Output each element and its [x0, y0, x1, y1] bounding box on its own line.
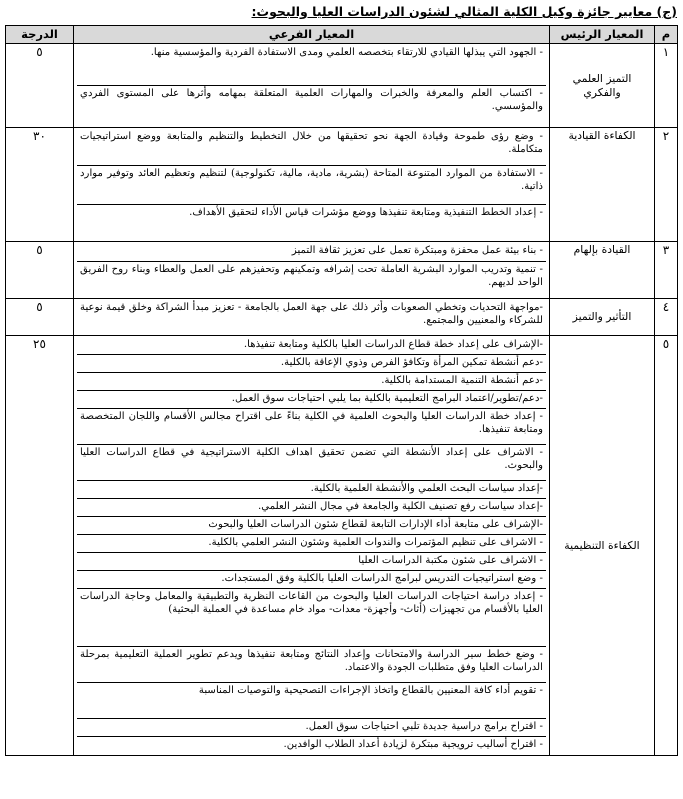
sub-criterion: -إعداد سياسات رفع تصنيف الكلية والجامعة في مجال النشر العلمي. — [77, 499, 546, 517]
sub-criterion: - الاستفادة من الموارد المتنوعة المتاحة (بشرية، مادية، مالية، تكنولوجية) لتنظيم وتعظيم العائد وتوفير موارد ذاتية. — [77, 166, 546, 205]
main-criterion: التأثير والتميز — [550, 299, 655, 336]
header-sub-criterion: المعيار الفرعي — [74, 26, 550, 44]
row-number: ١ — [655, 44, 678, 128]
sub-criterion: - وضع استراتيجيات التدريس لبرامج الدراسات العليا بالكلية وفق المستجدات. — [77, 571, 546, 589]
sub-criteria-cell — [74, 299, 550, 336]
sub-criterion: - اقتراح أساليب ترويجية مبتكرة لزيادة أعداد الطلاب الوافدين. — [283, 739, 543, 750]
row-number: ٤ — [655, 299, 678, 336]
criteria-table — [5, 25, 678, 756]
main-criterion: القيادة بإلهام — [550, 242, 655, 299]
sub-criterion: - وضع رؤى طموحة وقيادة الجهة نحو تحقيقها من خلال التخطيط والتنظيم والمتابعة ووضع استراتيجيات متكاملة. — [77, 129, 546, 166]
sub-criterion: - الاشراف على تنظيم المؤتمرات والندوات العلمية وشئون النشر العلمي بالكلية. — [77, 535, 546, 553]
score: ٢٥ — [6, 336, 74, 756]
sub-criterion: - اقتراح برامج دراسية جديدة تلبي احتياجات سوق العمل. — [77, 719, 546, 737]
sub-criterion: -دعم أنشطة تمكين المرأة وتكافؤ الفرص وذوي الإعاقة بالكلية. — [77, 355, 546, 373]
sub-criterion: - الجهود التي يبذلها القيادي للارتقاء بتخصصه العلمي ومدى الاستفادة الفردية والمؤسسية منها. — [77, 45, 546, 86]
sub-criterion: - وضع خطط سير الدراسة والامتحانات وإعداد النتائج ومتابعة تنفيذها ويدعم تطوير العملية التعليمية بمرحلة الدراسات العليا وفق متطلبات الجودة والاعتماد. — [77, 647, 546, 683]
sub-criterion: -دعم/تطوير/اعتماد البرامج التعليمية بالكلية بما يلبي احتياجات سوق العمل. — [77, 391, 546, 409]
row-number: ٢ — [655, 128, 678, 242]
table-row — [6, 128, 678, 242]
sub-criterion: - إعداد دراسة احتياجات الدراسات العليا والبحوث من القاعات النظرية والتطبيقية والمعامل وحاجة الدراسات العليا بالأقسام من تجهيزات (أثاث- وأجهزة- معدات- مواد خام مساعدة في العملية البحثية) — [77, 589, 546, 647]
sub-criteria-cell — [74, 128, 550, 242]
score: ٥ — [6, 242, 74, 299]
main-criterion: الكفاءة القيادية — [550, 128, 655, 242]
score: ٥ — [6, 299, 74, 336]
sub-criterion: - إعداد الخطط التنفيذية ومتابعة تنفيذها ووضع مؤشرات قياس الأداء لتحقيق الأهداف. — [189, 207, 543, 218]
sub-criteria-cell — [74, 242, 550, 299]
row-number: ٥ — [655, 336, 678, 756]
sub-criterion: - الاشراف على إعداد الأنشطة التي تضمن تحقيق اهداف الكلية الاستراتيجية في قطاع الدراسات العليا والبحوث. — [77, 445, 546, 481]
sub-criterion: - تنمية وتدريب الموارد البشرية العاملة تحت إشرافه وتمكينهم وتحفيزهم على العمل والعطاء وبناء روح الفريق الواحد لديهم. — [80, 264, 543, 288]
sub-criteria-cell — [74, 336, 550, 756]
table-row — [6, 44, 678, 128]
table-row — [6, 336, 678, 756]
sub-criterion: -دعم أنشطة التنمية المستدامة بالكلية. — [77, 373, 546, 391]
score: ٥ — [6, 44, 74, 128]
sub-criteria-cell — [74, 44, 550, 128]
sub-criterion: - تقويم أداء كافة المعنيين بالقطاع واتخاذ الإجراءات التصحيحية والتوصيات المناسبة — [77, 683, 546, 719]
sub-criterion: - إعداد خطة الدراسات العليا والبحوث العلمية في الكلية بناءً على اقتراح مجالس الأقسام واللجان المتخصصة ومتابعة تنفيذها. — [77, 409, 546, 445]
table-row — [6, 299, 678, 336]
row-number: ٣ — [655, 242, 678, 299]
sub-criterion: - اكتساب العلم والمعرفة والخبرات والمهارات العلمية المتعلقة بمهامه وأثرها على المستوى الفردي والمؤسسي. — [80, 88, 543, 112]
table-row — [6, 242, 678, 299]
sub-criterion: -مواجهة التحديات وتخطي الصعوبات وأثر ذلك على جهة العمل بالجامعة - تعزيز مبدأ الشراكة وخلق قيمة نوعية للشركاء والمعنيين والمجتمع. — [80, 302, 543, 326]
sub-criterion: - الاشراف على شئون مكتبة الدراسات العليا — [77, 553, 546, 571]
score: ٣٠ — [6, 128, 74, 242]
sub-criterion: -الإشراف على إعداد خطة قطاع الدراسات العليا بالكلية ومتابعة تنفيذها. — [77, 337, 546, 355]
header-num: م — [655, 26, 678, 44]
section-title: (ج) معايير جائزة وكيل الكلية المثالي لشئون الدراسات العليا والبحوث: — [251, 4, 677, 19]
sub-criterion: - بناء بيئة عمل محفزة ومبتكرة تعمل على تعزيز ثقافة التميز — [77, 243, 546, 262]
sub-criterion: -الإشراف على متابعة أداء الإدارات التابعة لقطاع شئون الدراسات العليا والبحوث — [77, 517, 546, 535]
header-main-criterion: المعيار الرئيس — [550, 26, 655, 44]
sub-criterion: -إعداد سياسات البحث العلمي والأنشطة العلمية بالكلية. — [77, 481, 546, 499]
main-criterion: التميز العلمي والفكري — [550, 44, 655, 128]
table-header-row — [6, 26, 678, 44]
header-score: الدرجة — [6, 26, 74, 44]
main-criterion: الكفاءة التنظيمية — [550, 336, 655, 756]
